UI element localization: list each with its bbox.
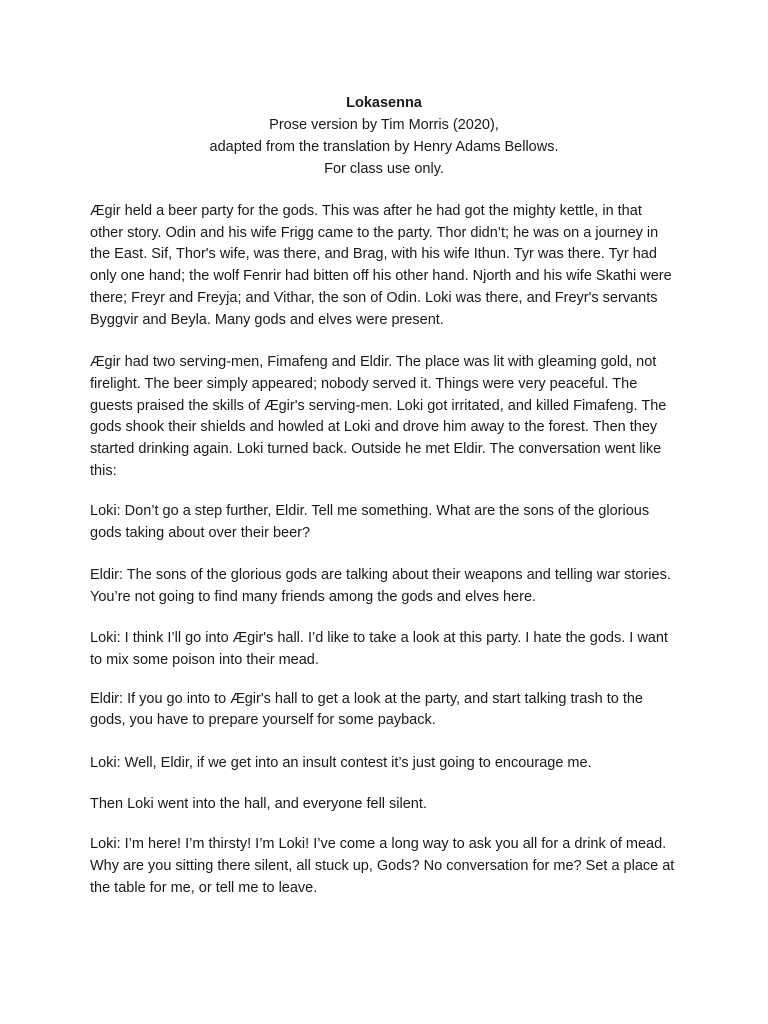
narration-hall: Then Loki went into the hall, and everyone fell silent. (90, 795, 427, 812)
subtitle-line-1: Prose version by Tim Morris (2020), (269, 117, 499, 133)
dialogue-loki-3: Loki: Well, Eldir, if we get into an insult contest it’s just going to encourage me. (90, 755, 592, 772)
subtitle-line-2: adapted from the translation by Henry Adams Bellows. (209, 139, 559, 155)
document-body (90, 201, 675, 919)
dialogue-loki-4: Loki: I’m here! I’m thirsty! I’m Loki! I’ve come a long way to ask you all for a drink of mead. Why are you sitting there silent, all stuck up, Gods? No conversation for me? Set a place at the table for me, or tell me to leave. (90, 836, 675, 896)
dialogue-eldir-2: Eldir: If you go into to Ægir's hall to get a look at the party, and start talking trash to the gods, you have to prepare yourself for some payback. (90, 690, 643, 729)
dialogue-loki-2: Loki: I think I’ll go into Ægir's hall. I’d like to take a look at this party. I hate the gods. I want to mix some poison into their mead. (90, 630, 668, 668)
document-title: Lokasenna (346, 95, 422, 111)
paragraph-serving-men: Ægir had two serving-men, Fimafeng and Eldir. The place was lit with gleaming gold, not firelight. The beer simply appeared; nobody served it. Things were very peaceful. The guests praised the skills of Ægir's serving-men. Loki got irritated, and killed Fimafeng. The gods shook their shields and howled at Loki and drove him away to the forest. Then they started drinking again. Loki turned back. Outside he met Eldir. The conversation went like this: (90, 354, 667, 479)
dialogue-loki-1: Loki: Don’t go a step further, Eldir. Tell me something. What are the sons of the glorious gods taking about over their beer? (90, 503, 650, 542)
dialogue-eldir-1: Eldir: The sons of the glorious gods are talking about their weapons and telling war stories. You’re not going to find many friends among the gods and elves here. (90, 566, 671, 605)
paragraph-intro: Ægir held a beer party for the gods. This was after he had got the mighty kettle, in that other story. Odin and his wife Frigg came to the party. Thor didn’t; he was on a journey in the East. Sif, Thor's wife, was there, and Brag, with his wife Ithun. Tyr was there. Tyr had only one hand; the wolf Fenrir had bitten off his other hand. Njorth and his wife Skathi were there; Freyr and Freyja; and Vithar, the son of Odin. Loki was there, and Freyr's servants Byggvir and Beyla. Many gods and elves were present. (90, 203, 672, 328)
subtitle-line-3: For class use only. (324, 161, 444, 177)
document-header (0, 92, 768, 180)
